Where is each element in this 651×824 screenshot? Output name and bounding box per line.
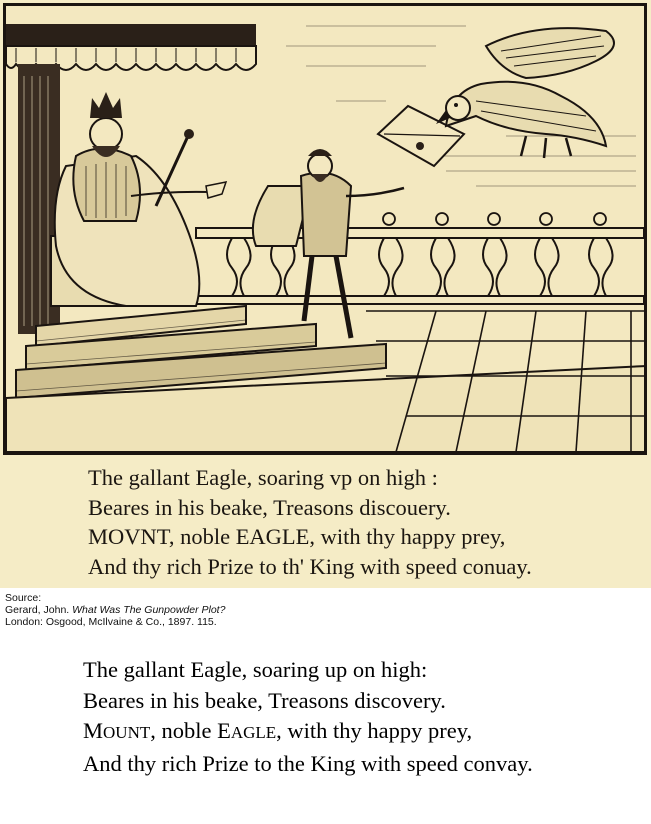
engraved-verse-line: MOVNT, noble EAGLE, with thy happy prey,	[88, 524, 506, 549]
engraved-verse-line: The gallant Eagle, soaring vp on high :	[88, 465, 438, 490]
woodcut-drawing	[6, 6, 644, 452]
engraved-verse-line: And thy rich Prize to th' King with speed conuay.	[88, 553, 532, 579]
source-label: Source:	[5, 592, 42, 604]
small-caps-initial: M	[83, 718, 104, 743]
king-figure	[55, 92, 226, 306]
verse-text: , noble E	[150, 718, 231, 743]
throne-steps	[6, 306, 644, 452]
modern-verse-line: Beares in his beake, Treasons discovery.	[83, 687, 446, 713]
woodcut-illustration	[3, 3, 647, 455]
small-caps-text: OUNT	[103, 723, 151, 742]
engraved-verse-line: Beares in his beake, Treasons discouery.	[88, 494, 451, 520]
source-author: Gerard, John.	[5, 604, 73, 616]
modern-transcription	[83, 655, 643, 779]
modern-verse-line: And thy rich Prize to the King with speed convay.	[83, 750, 533, 776]
modern-verse-line	[83, 716, 643, 749]
source-reference	[5, 604, 225, 616]
source-title: What Was The Gunpowder Plot?	[72, 604, 226, 616]
modern-verse-line: The gallant Eagle, soaring up on high:	[83, 657, 428, 682]
eagle-figure	[436, 28, 614, 158]
canopy	[6, 24, 256, 70]
source-citation	[5, 592, 225, 628]
small-caps-text: AGLE	[230, 723, 277, 742]
source-imprint: London: Osgood, McIlvaine & Co., 1897. 115.	[5, 616, 217, 628]
engraved-verse	[88, 463, 628, 581]
verse-text: , with thy happy prey,	[276, 718, 473, 743]
